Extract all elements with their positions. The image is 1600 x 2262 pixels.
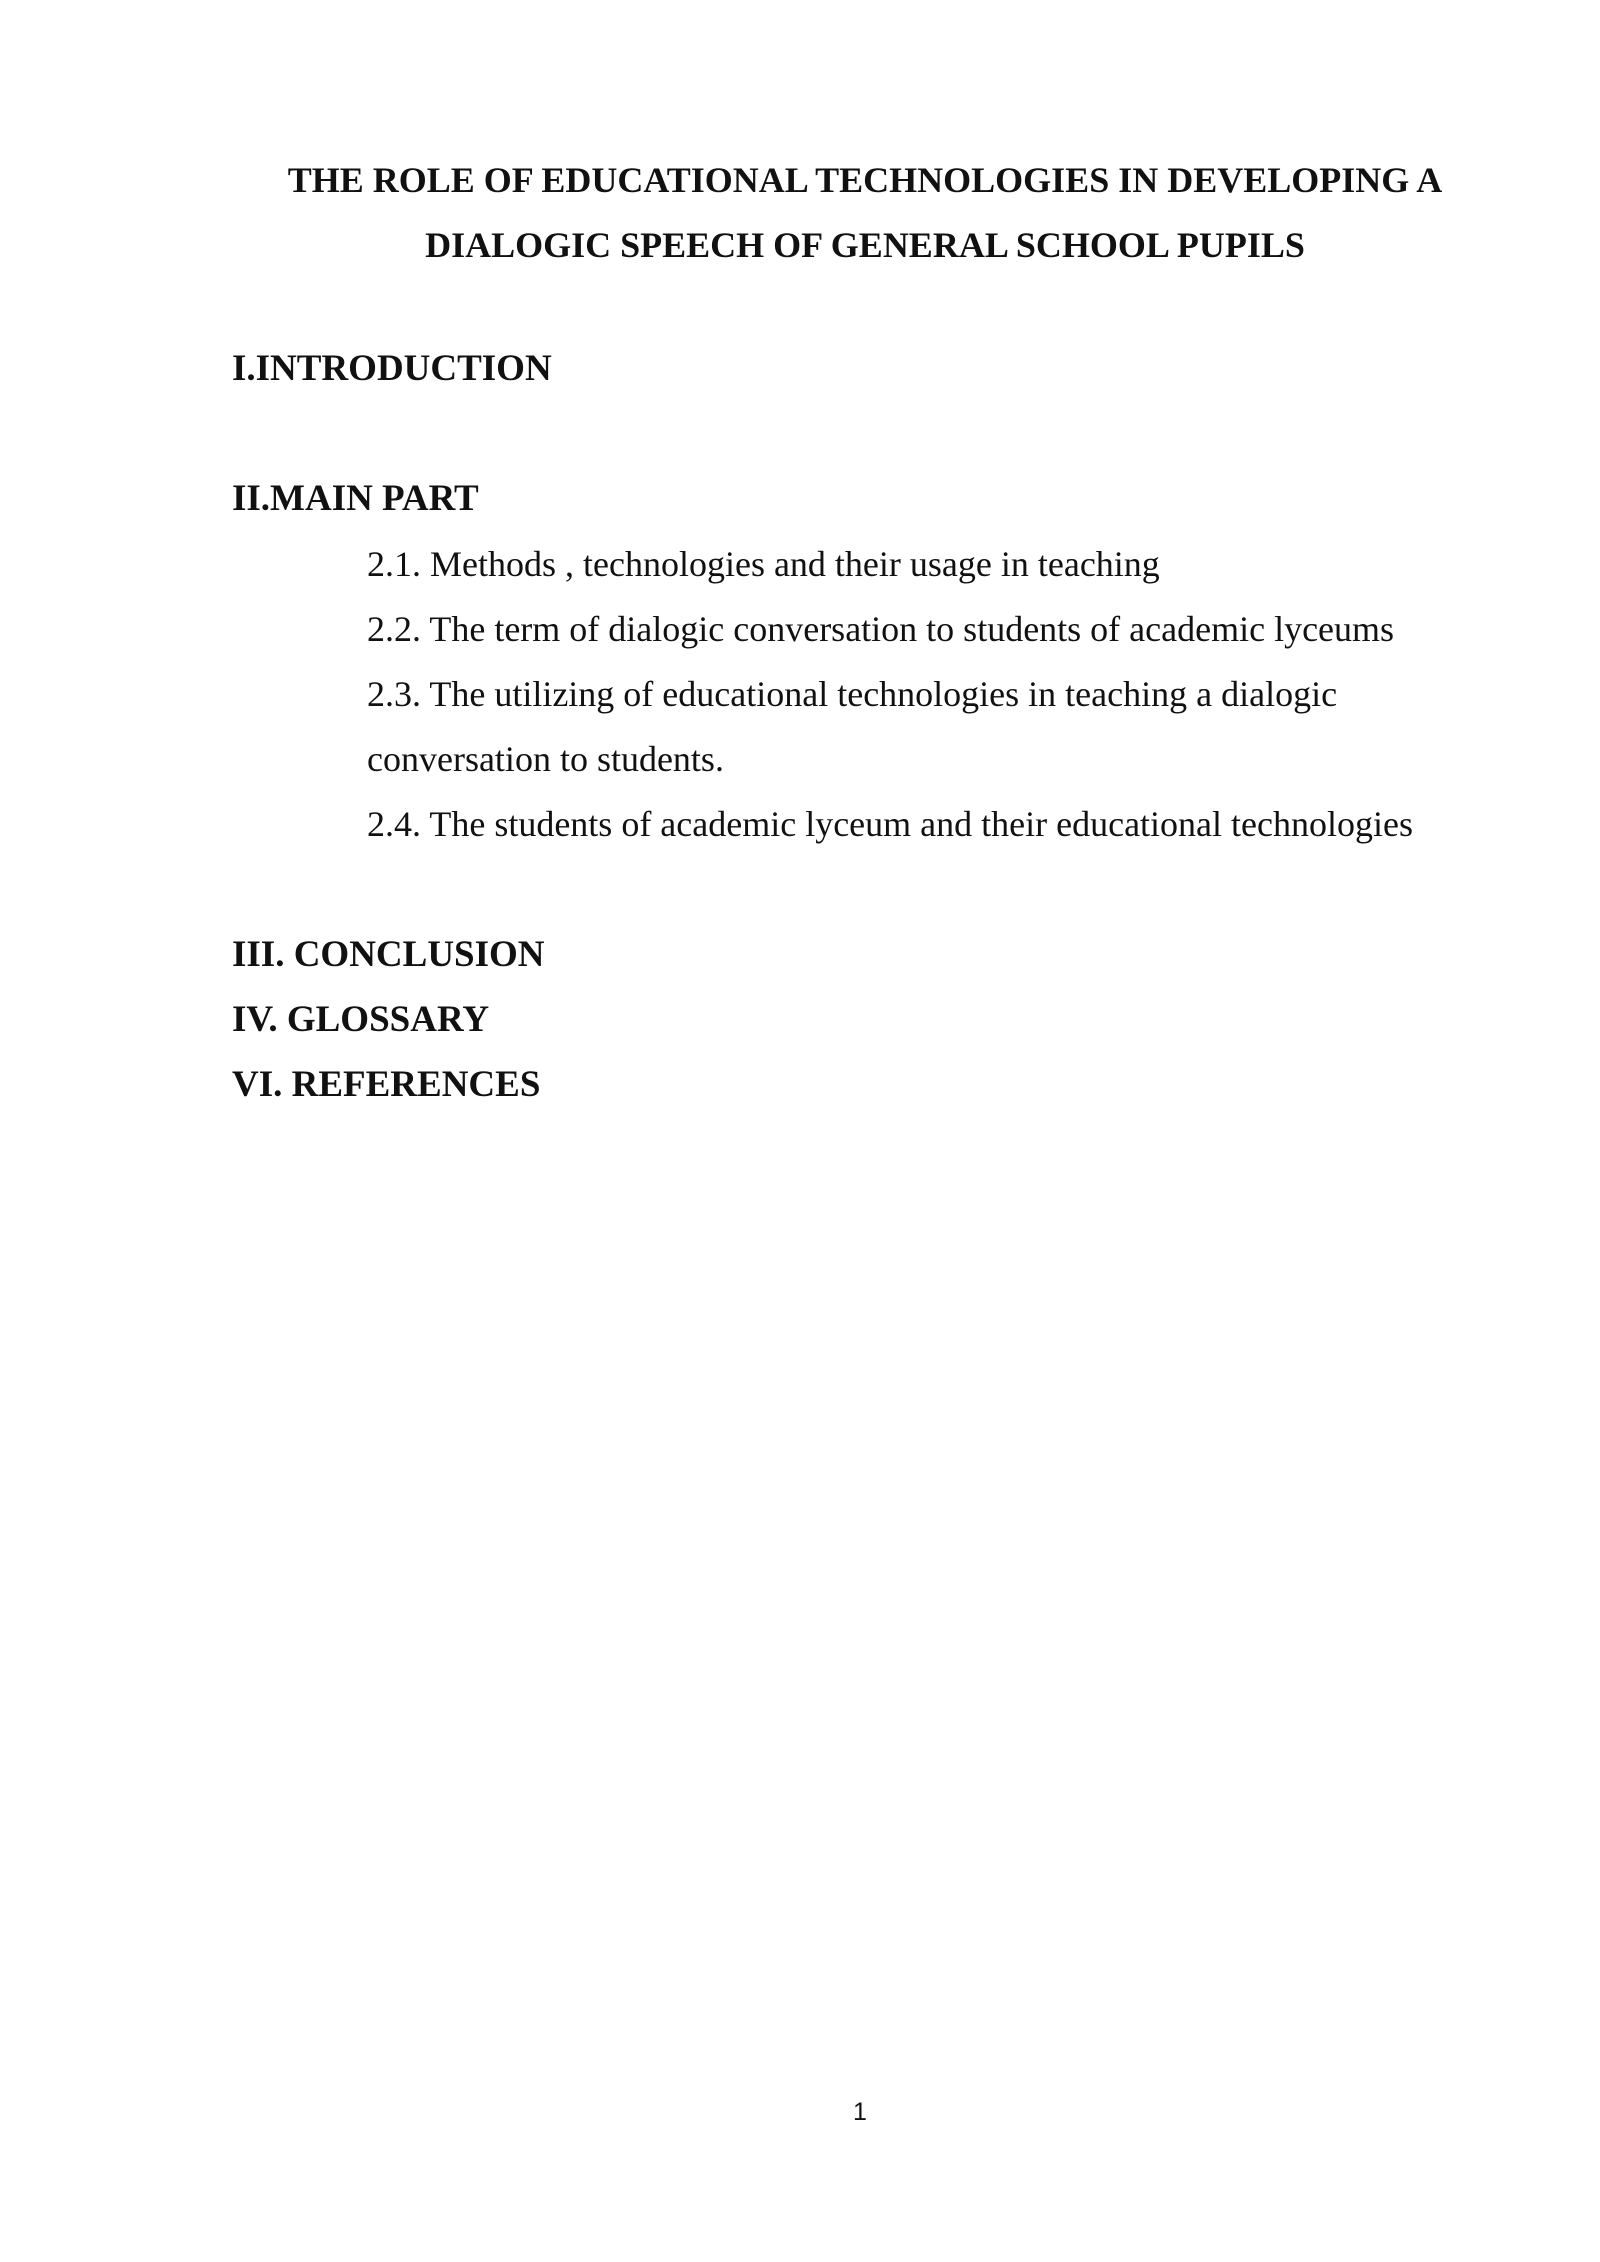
main-part-item-2-4: 2.4. The students of academic lyceum and their educational technologies (367, 804, 1413, 844)
heading-conclusion: III. CONCLUSION (232, 934, 545, 975)
page-number: 1 (853, 2098, 867, 2126)
main-part-item-2-1: 2.1. Methods , technologies and their usage in teaching (367, 544, 1160, 584)
main-part-item-2-3-continued: conversation to students. (367, 739, 724, 779)
title-line-1: THE ROLE OF EDUCATIONAL TECHNOLOGIES IN DEVELOPING A (287, 160, 1443, 200)
main-part-item-2-3: 2.3. The utilizing of educational technologies in teaching a dialogic (367, 674, 1338, 714)
document-title (200, 148, 1530, 278)
title-line-2: DIALOGIC SPEECH OF GENERAL SCHOOL PUPILS (425, 225, 1305, 265)
heading-introduction: I.INTRODUCTION (232, 348, 552, 389)
heading-main-part: II.MAIN PART (232, 478, 479, 519)
main-part-item-2-2: 2.2. The term of dialogic conversation to students of academic lyceums (367, 609, 1395, 649)
heading-glossary: IV. GLOSSARY (232, 999, 490, 1040)
heading-references: VI. REFERENCES (232, 1064, 541, 1105)
